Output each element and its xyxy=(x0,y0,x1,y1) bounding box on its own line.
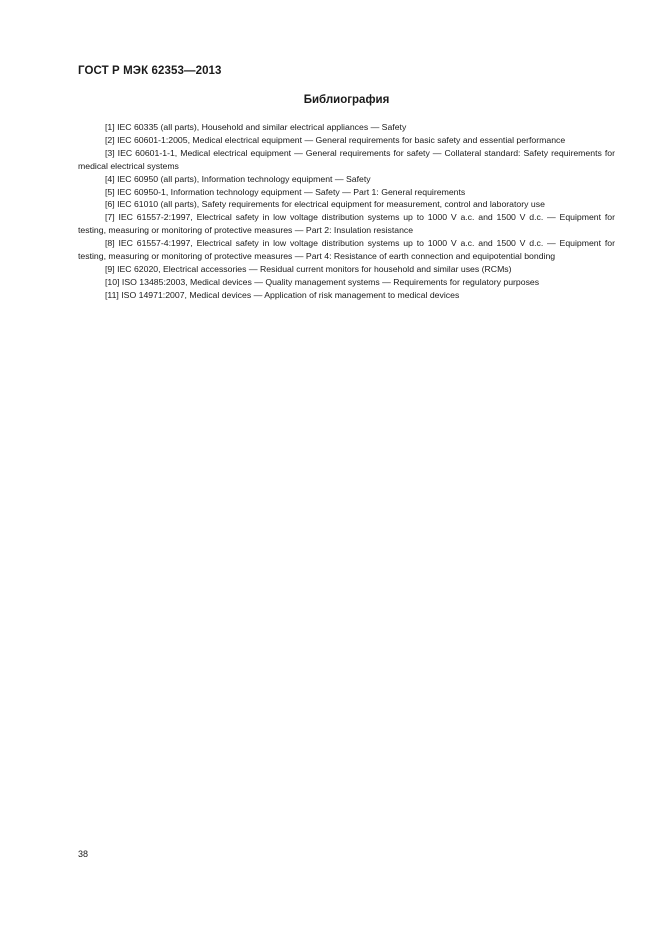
bibliography-entry-4: [4] IEC 60950 (all parts), Information technology equipment — Safety xyxy=(105,173,371,184)
bibliography-list xyxy=(78,121,615,302)
bibliography-entry-6: [6] IEC 61010 (all parts), Safety requirements for electrical equipment for measurement, control and laboratory use xyxy=(105,199,545,210)
page-number: 38 xyxy=(78,849,89,859)
bibliography-entry-11: [11] ISO 14971:2007, Medical devices — Application of risk management to medical devices xyxy=(105,289,460,300)
bibliography-entry-3: [3] IEC 60601-1-1, Medical electrical equipment — General requirements for safety — Collateral standard: Safety requirements for medical electrical systems xyxy=(78,147,615,171)
document-header: ГОСТ Р МЭК 62353—2013 xyxy=(78,65,222,77)
bibliography-entry-2: [2] IEC 60601-1:2005, Medical electrical equipment — General requirements for basic safety and essential performance xyxy=(105,134,566,145)
bibliography-entry-7: [7] IEC 61557-2:1997, Electrical safety in low voltage distribution systems up to 1000 V a.c. and 1500 V d.c. — Equipment for testing, measuring or monitoring of protective measures — Part 2: Insulation resistance xyxy=(78,212,615,236)
bibliography-entry-1: [1] IEC 60335 (all parts), Household and similar electrical appliances — Safety xyxy=(105,122,407,132)
bibliography-entry-9: [9] IEC 62020, Electrical accessories — Residual current monitors for household and similar uses (RCMs) xyxy=(105,263,512,274)
bibliography-entry-10: [10] ISO 13485:2003, Medical devices — Quality management systems — Requirements for regulatory purposes xyxy=(105,276,540,287)
bibliography-entry-8: [8] IEC 61557-4:1997, Electrical safety in low voltage distribution systems up to 1000 V a.c. and 1500 V d.c. — Equipment for testing, measuring or monitoring of protective measures — Part 4: Resistance of earth connection and equipotential bonding xyxy=(78,238,615,262)
bibliography-title: Библиография xyxy=(303,94,390,106)
bibliography-entry-5: [5] IEC 60950-1, Information technology equipment — Safety — Part 1: General requirements xyxy=(105,186,466,197)
